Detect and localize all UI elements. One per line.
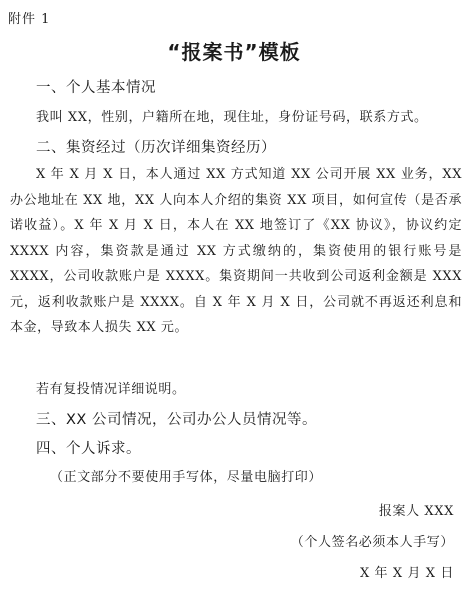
section1-body: 我叫 XX，性别，户籍所在地，现住址，身份证号码，联系方式。 — [36, 110, 428, 125]
section3-heading: 三、XX 公司情况，公司办公人员情况等。 — [36, 412, 317, 428]
section1-heading: 一、个人基本情况 — [36, 80, 156, 96]
attachment-label: 附件 1 — [8, 12, 51, 27]
section4-heading: 四、个人诉求。 — [36, 441, 141, 457]
date-line: X 年 X 月 X 日 — [359, 566, 454, 581]
document-title: “报案书”模板 — [167, 40, 301, 64]
section2-heading: 二、集资经过（历次详细集资经历） — [36, 140, 276, 156]
signature-note: （个人签名必须本人手写） — [290, 535, 454, 550]
print-note: （正文部分不要使用手写体，尽量电脑打印） — [50, 470, 323, 485]
reporter-line: 报案人 XXX — [378, 504, 454, 519]
section2-extra: 若有复投情况详细说明。 — [36, 382, 186, 397]
section2-body: X 年 X 月 X 日，本人通过 XX 方式知道 XX 公司开展 XX 业务，XX 办公地址在 XX 地，XX 人向本人介绍的集资 XX 项目，如何宣传（是否承诺收益）。X 年 X 月 X 日，本人在 XX 地签订了《XX 协议》，协议约定 XXXX 内容，集资款是通过 XX 方式缴纳的，集资使用的银行账号是 XXXX，公司收款账户是 XXXX。集资期间一共收到公司返利金额是 XXX 元，返利收款账户是 XXXX。自 X 年 X 月 X 日，公司就不再返还利息和本金，导致本人损失 XX 元。 — [10, 167, 462, 335]
